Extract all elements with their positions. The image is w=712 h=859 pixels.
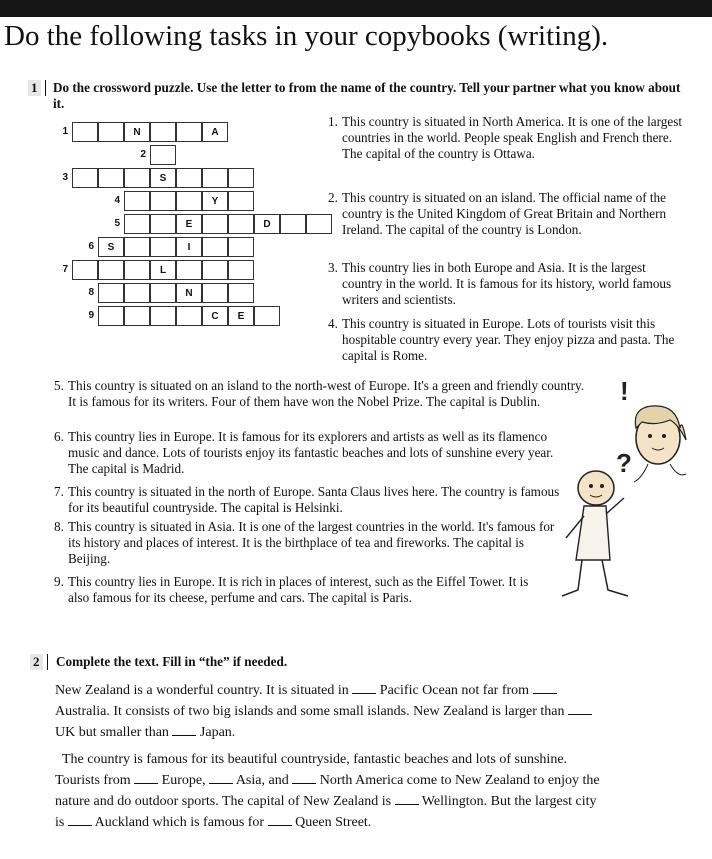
clue-item	[54, 574, 538, 606]
row-number: 6	[88, 241, 94, 252]
crossword-cell[interactable]: N	[176, 283, 202, 303]
answer-blank[interactable]	[395, 794, 419, 805]
crossword-cell[interactable]: D	[254, 214, 280, 234]
task-instruction: Complete the text. Fill in “the” if needed.	[56, 654, 288, 669]
clue-item	[54, 519, 558, 566]
crossword-cell[interactable]	[176, 122, 202, 142]
crossword-cell[interactable]	[72, 260, 98, 280]
row-number: 7	[62, 264, 68, 275]
crossword-cell[interactable]	[228, 168, 254, 188]
clue-item	[328, 114, 682, 161]
text-paragraph-1: New Zealand is a wonderful country. It is situated in Pacific Ocean not far from Australia. It consists of two big islands and some small islands. New Zealand is larger than UK but smaller than Japan.	[55, 680, 705, 743]
crossword-cell[interactable]	[124, 191, 150, 211]
crossword-cell[interactable]	[228, 237, 254, 257]
answer-blank[interactable]	[68, 815, 92, 826]
clue-item	[328, 316, 682, 363]
clue-number: 9.	[54, 574, 64, 589]
crossword-cell[interactable]	[228, 260, 254, 280]
crossword-cell[interactable]	[98, 306, 124, 326]
task-number: 2	[30, 654, 48, 670]
crossword-cell[interactable]: S	[98, 237, 124, 257]
crossword-cell[interactable]	[280, 214, 306, 234]
crossword-cell[interactable]	[254, 306, 280, 326]
clue-item	[328, 260, 682, 307]
clue-text: This country is situated on an island. The official name of the country is the United Kingdom of Great Britain and Northern Ireland. The capital of the country is London.	[342, 190, 667, 237]
crossword-cell[interactable]	[202, 283, 228, 303]
crossword-cell[interactable]: E	[176, 214, 202, 234]
clue-text: This country is situated on an island to the north-west of Europe. It's a green and friendly country. It is famous for its writers. Four of them have won the Nobel Prize. The capital is Dublin.	[68, 378, 585, 409]
crossword-cell[interactable]: N	[124, 122, 150, 142]
crossword-cell[interactable]	[98, 260, 124, 280]
row-number: 4	[114, 195, 120, 206]
row-number: 2	[140, 149, 146, 160]
clue-number: 6.	[54, 429, 64, 444]
row-number: 5	[114, 218, 120, 229]
clue-number: 2.	[328, 190, 338, 205]
girl-illustration	[552, 378, 692, 608]
crossword-cell[interactable]: S	[150, 168, 176, 188]
answer-blank[interactable]	[352, 683, 376, 694]
crossword-cell[interactable]	[176, 306, 202, 326]
top-bar	[0, 0, 712, 17]
clue-text: This country is situated in the north of Europe. Santa Claus lives here. The country is famous for its beautiful countryside. The capital is Helsinki.	[68, 484, 560, 515]
clue-number: 1.	[328, 114, 338, 129]
crossword-cell[interactable]: L	[150, 260, 176, 280]
crossword-cell[interactable]	[124, 237, 150, 257]
crossword-cell[interactable]	[72, 168, 98, 188]
task-number: 1	[28, 80, 46, 96]
answer-blank[interactable]	[172, 725, 196, 736]
crossword-cell[interactable]	[124, 260, 150, 280]
crossword-cell[interactable]	[124, 283, 150, 303]
clue-number: 8.	[54, 519, 64, 534]
crossword-cell[interactable]	[202, 260, 228, 280]
answer-blank[interactable]	[533, 683, 557, 694]
crossword-cell[interactable]	[72, 122, 98, 142]
crossword-cell[interactable]	[228, 214, 254, 234]
row-number: 1	[62, 126, 68, 137]
crossword-cell[interactable]	[124, 306, 150, 326]
crossword-cell[interactable]	[228, 191, 254, 211]
clue-number: 3.	[328, 260, 338, 275]
svg-text:?: ?	[616, 448, 632, 478]
clue-text: This country is situated in North America. It is one of the largest countries in the world. People speak English and French there. The capital of the country is Ottawa.	[342, 114, 682, 161]
crossword-cell[interactable]	[98, 168, 124, 188]
clue-text: This country lies in Europe. It is famous for its explorers and artists as well as its flamenco music and dance. Lots of tourists enjoy its fantastic beaches and lots of sunshine every year. The capital is Madrid.	[68, 429, 554, 476]
crossword-cell[interactable]: E	[228, 306, 254, 326]
row-number: 9	[88, 310, 94, 321]
answer-blank[interactable]	[292, 773, 316, 784]
row-number: 8	[88, 287, 94, 298]
task-instruction: Do the crossword puzzle. Use the letter to from the name of the country. Tell your partner what you know about it.	[53, 80, 681, 111]
crossword-cell[interactable]	[150, 283, 176, 303]
answer-blank[interactable]	[268, 815, 292, 826]
clue-text: This country is situated in Asia. It is one of the largest countries in the world. It's famous for its history and places of interest. It is the birthplace of tea and fireworks. The capital is Beijing.	[68, 519, 555, 566]
crossword-cell[interactable]	[202, 214, 228, 234]
clue-number: 7.	[54, 484, 64, 499]
clue-text: This country lies in both Europe and Asia. It is the largest country in the world. It is famous for its history, world famous writers and scientists.	[342, 260, 672, 307]
crossword-cell[interactable]	[150, 145, 176, 165]
crossword-cell[interactable]: A	[202, 122, 228, 142]
clue-item	[54, 484, 563, 516]
crossword-cell[interactable]	[176, 168, 202, 188]
clue-number: 4.	[328, 316, 338, 331]
clue-item	[328, 190, 682, 237]
answer-blank[interactable]	[134, 773, 158, 784]
svg-text:!: !	[620, 378, 629, 406]
row-number: 3	[62, 172, 68, 183]
answer-blank[interactable]	[209, 773, 233, 784]
crossword-cell[interactable]	[202, 168, 228, 188]
crossword-cell[interactable]	[124, 214, 150, 234]
crossword-cell[interactable]	[176, 260, 202, 280]
crossword-cell[interactable]	[150, 306, 176, 326]
crossword-cell[interactable]	[150, 191, 176, 211]
clue-text: This country lies in Europe. It is rich in places of interest, such as the Eiffel Tower. It is also famous for its cheese, perfume and cars. The capital is Paris.	[68, 574, 529, 605]
crossword-cell[interactable]	[150, 122, 176, 142]
crossword-cell[interactable]	[124, 168, 150, 188]
crossword-cell[interactable]	[98, 122, 124, 142]
answer-blank[interactable]	[568, 704, 592, 715]
crossword-cell[interactable]: C	[202, 306, 228, 326]
text-paragraph-2: The country is famous for its beautiful countryside, fantastic beaches and lots of sunshine. Tourists from Europe, Asia, and North America come to New Zealand to enjoy the nature and do outdoor sports. The capital of New Zealand is Wellington. But the largest city is Auckland which is famous for Queen Street.	[55, 752, 600, 830]
crossword-cell[interactable]	[98, 283, 124, 303]
crossword-cell[interactable]	[150, 214, 176, 234]
crossword-cell[interactable]	[202, 237, 228, 257]
crossword-cell[interactable]	[228, 283, 254, 303]
crossword-cell[interactable]	[150, 237, 176, 257]
clue-item	[54, 378, 588, 410]
crossword-cell[interactable]	[306, 214, 332, 234]
clue-number: 5.	[54, 378, 64, 393]
page-heading: Do the following tasks in your copybooks (writing).	[4, 20, 609, 52]
clue-item	[54, 429, 568, 476]
crossword-cell[interactable]: Y	[202, 191, 228, 211]
crossword-cell[interactable]: I	[176, 237, 202, 257]
crossword-cell[interactable]	[176, 191, 202, 211]
clue-text: This country is situated in Europe. Lots of tourists visit this hospitable country every year. They enjoy pizza and pasta. The capital is Rome.	[342, 316, 675, 363]
